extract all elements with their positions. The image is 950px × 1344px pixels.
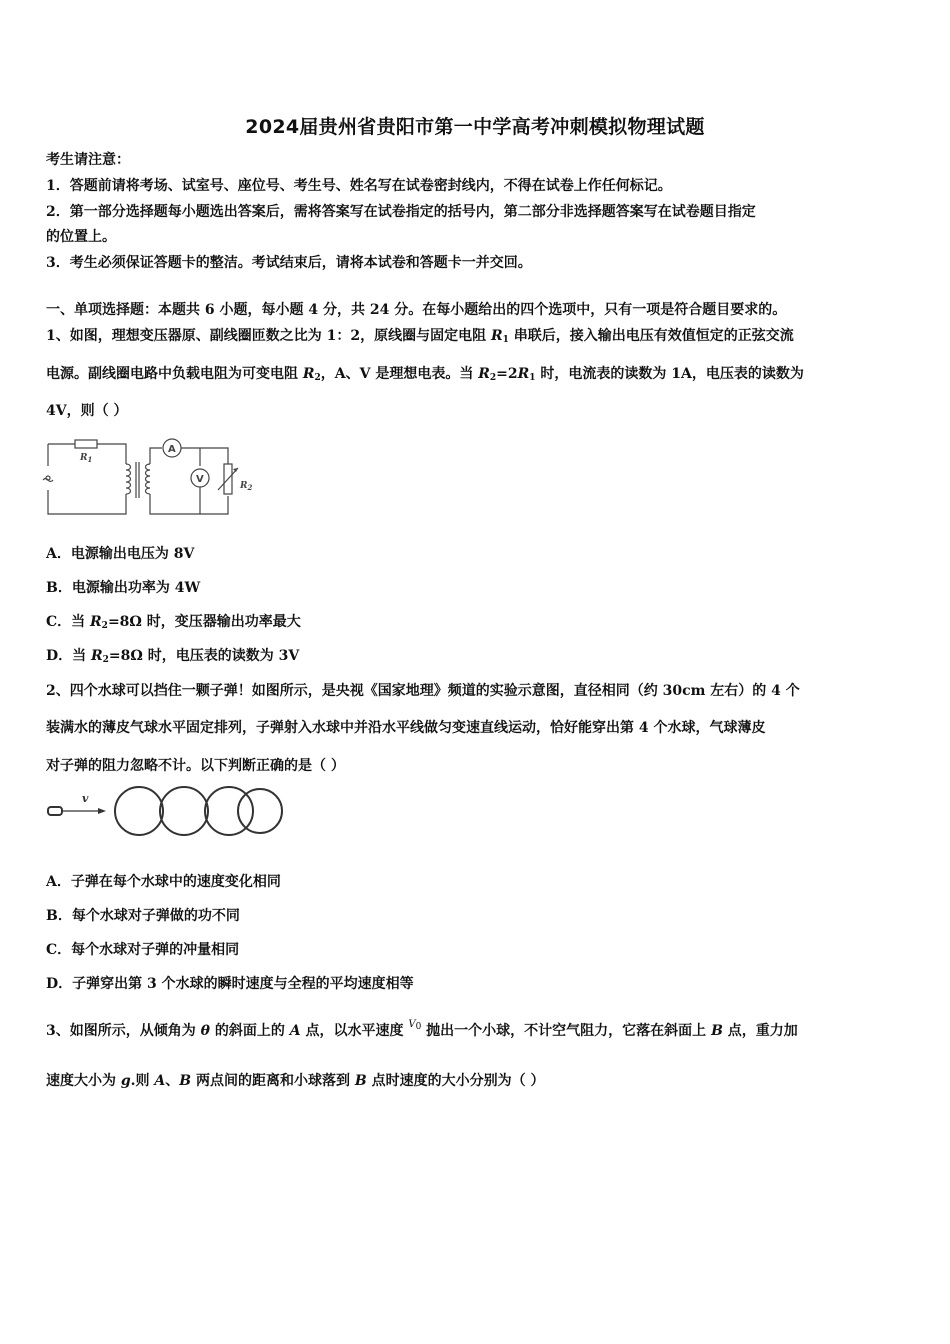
notice-item-2-cont: 的位置上。 <box>46 229 116 245</box>
q1-line-1: 1、如图，理想变压器原、副线圈匝数之比为 1：2，原线圈与固定电阻 $R_1$ 串联后，接入输出电压有效值恒定的正弦交流 <box>46 328 794 345</box>
water-balloons-diagram <box>44 786 288 838</box>
circuit-diagram <box>40 436 270 522</box>
q1-line-3: 4V，则（ ） <box>46 403 128 419</box>
notice-item-2: 2．第一部分选择题每小题选出答案后，需将答案写在试卷指定的括号内，第二部分非选择题答案写在试卷题目指定 <box>46 204 756 220</box>
notice-heading: 考生请注意： <box>46 152 130 168</box>
svg-text:R1: $R_1$ <box>80 453 93 464</box>
velocity-label: v <box>82 792 89 805</box>
q2-line-1: 2、四个水球可以挡住一颗子弹！如图所示，是央视《国家地理》频道的实验示意图，直径相同（约 30cm 左右）的 4 个 <box>46 683 800 699</box>
primary-coil <box>126 464 131 494</box>
section-heading: 一、单项选择题：本题共 6 小题，每小题 4 分，共 24 分。在每小题给出的四个选项中，只有一项是符合题目要求的。 <box>46 302 787 318</box>
svg-text:R2: $R_2$ <box>240 481 253 492</box>
q2-option-c: C．每个水球对子弹的冲量相同 <box>46 942 240 958</box>
q2-option-d: D．子弹穿出第 3 个水球的瞬时速度与全程的平均速度相等 <box>46 976 414 992</box>
q3-line-2: 速度大小为 g.则 A、B 两点间的距离和小球落到 B 点时速度的大小分别为（ ） <box>46 1073 545 1089</box>
water-balloon <box>160 787 208 835</box>
water-balloon <box>115 787 163 835</box>
notice-item-3: 3．考生必须保证答题卡的整洁。考试结束后，请将本试卷和答题卡一并交回。 <box>46 255 532 271</box>
notice-item-1: 1．答题前请将考场、试室号、座位号、考生号、姓名写在试卷密封线内，不得在试卷上作任何标记。 <box>46 178 672 194</box>
q2-option-a: A．子弹在每个水球中的速度变化相同 <box>46 874 281 890</box>
resistor-r1 <box>75 440 97 448</box>
ammeter-label: A <box>168 444 176 455</box>
q1-option-a: A．电源输出电压为 8V <box>46 546 195 562</box>
q2-line-2: 装满水的薄皮气球水平固定排列，子弹射入水球中并沿水平线做匀变速直线运动，恰好能穿出第 4 个水球，气球薄皮 <box>46 720 766 736</box>
q1-option-d: D．当 $R_2=8\Omega$ 时，电压表的读数为 3V <box>46 648 300 665</box>
q3-line-1: 3、如图所示，从倾角为 θ 的斜面上的 A 点，以水平速度 $^V_0$ 抛出一个小球，不计空气阻力，它落在斜面上 B 点，重力加 <box>46 1019 798 1039</box>
q2-option-b: B．每个水球对子弹做的功不同 <box>46 908 240 924</box>
q2-line-3: 对子弹的阻力忽略不计。以下判断正确的是（ ） <box>46 758 345 774</box>
q1-option-c: C．当 $R_2=8\Omega$ 时，变压器输出功率最大 <box>46 614 301 631</box>
water-balloon <box>238 789 282 833</box>
voltmeter-label: V <box>196 474 204 485</box>
q1-line-2: 电源。副线圈电路中负载电阻为可变电阻 $R_2$，A、V 是理想电表。当 $R_2=2R_1$ 时，电流表的读数为 1A，电压表的读数为 <box>46 366 804 383</box>
page-title: 2024届贵州省贵阳市第一中学高考冲刺模拟物理试题 <box>245 116 705 138</box>
secondary-coil <box>146 464 151 494</box>
q1-option-b: B．电源输出功率为 4W <box>46 580 201 596</box>
bullet-icon <box>48 807 62 815</box>
